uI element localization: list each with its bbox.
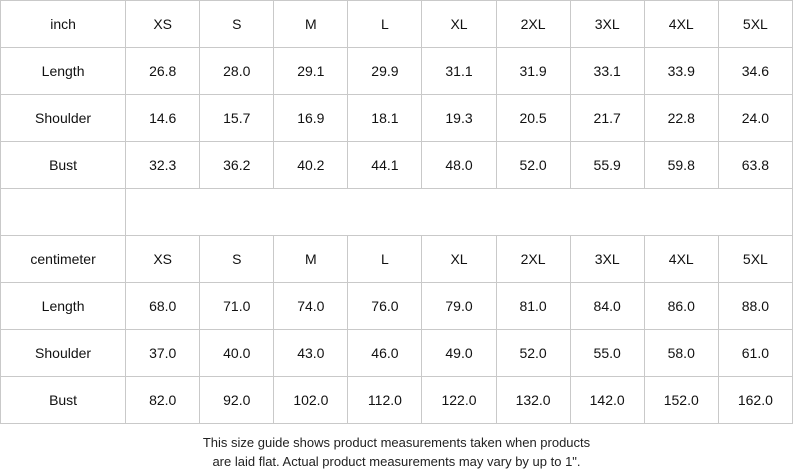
cell-bust-inch-s: 36.2 (200, 142, 274, 189)
cell-length-inch-3xl: 33.1 (570, 48, 644, 95)
cell-length-cm-5xl: 88.0 (718, 283, 792, 330)
cell-bust-cm-l: 112.0 (348, 377, 422, 424)
cell-shoulder-inch-s: 15.7 (200, 95, 274, 142)
cell-bust-inch-xl: 48.0 (422, 142, 496, 189)
row-label-length-cm: Length (1, 283, 126, 330)
column-header-m: M (274, 1, 348, 48)
column-header-cm-xl: XL (422, 236, 496, 283)
column-header-cm-4xl: 4XL (644, 236, 718, 283)
table-row (1, 48, 793, 95)
cell-bust-cm-xl: 122.0 (422, 377, 496, 424)
size-guide-footnote (0, 424, 793, 471)
unit-label-inch: inch (1, 1, 126, 48)
footnote-line-2: are laid flat. Actual product measurements may vary by up to 1". (212, 454, 581, 469)
cell-bust-cm-4xl: 152.0 (644, 377, 718, 424)
row-label-shoulder-inch: Shoulder (1, 95, 126, 142)
cell-shoulder-inch-xl: 19.3 (422, 95, 496, 142)
cell-bust-cm-2xl: 132.0 (496, 377, 570, 424)
cell-length-inch-l: 29.9 (348, 48, 422, 95)
cell-length-cm-4xl: 86.0 (644, 283, 718, 330)
column-header-xs: XS (126, 1, 200, 48)
cell-shoulder-inch-4xl: 22.8 (644, 95, 718, 142)
row-label-bust-cm: Bust (1, 377, 126, 424)
table-row (1, 377, 793, 424)
table-row (1, 283, 793, 330)
table-header-row-centimeter (1, 236, 793, 283)
cell-shoulder-inch-5xl: 24.0 (718, 95, 792, 142)
cell-length-cm-2xl: 81.0 (496, 283, 570, 330)
cell-shoulder-cm-3xl: 55.0 (570, 330, 644, 377)
cell-shoulder-cm-l: 46.0 (348, 330, 422, 377)
cell-shoulder-inch-3xl: 21.7 (570, 95, 644, 142)
cell-length-inch-m: 29.1 (274, 48, 348, 95)
column-header-cm-2xl: 2XL (496, 236, 570, 283)
cell-shoulder-cm-xs: 37.0 (126, 330, 200, 377)
cell-bust-inch-5xl: 63.8 (718, 142, 792, 189)
cell-shoulder-cm-5xl: 61.0 (718, 330, 792, 377)
cell-length-cm-s: 71.0 (200, 283, 274, 330)
cell-length-cm-3xl: 84.0 (570, 283, 644, 330)
column-header-3xl: 3XL (570, 1, 644, 48)
column-header-cm-5xl: 5XL (718, 236, 792, 283)
cell-shoulder-cm-2xl: 52.0 (496, 330, 570, 377)
cell-length-inch-4xl: 33.9 (644, 48, 718, 95)
cell-length-inch-2xl: 31.9 (496, 48, 570, 95)
unit-label-centimeter: centimeter (1, 236, 126, 283)
cell-length-inch-xs: 26.8 (126, 48, 200, 95)
cell-length-inch-s: 28.0 (200, 48, 274, 95)
column-header-xl: XL (422, 1, 496, 48)
spacer-cell (126, 189, 793, 236)
cell-bust-cm-3xl: 142.0 (570, 377, 644, 424)
table-row (1, 330, 793, 377)
cell-bust-inch-l: 44.1 (348, 142, 422, 189)
table-row (1, 142, 793, 189)
cell-bust-cm-s: 92.0 (200, 377, 274, 424)
cell-shoulder-cm-s: 40.0 (200, 330, 274, 377)
footnote-line-1: This size guide shows product measurements taken when products (202, 435, 591, 450)
cell-shoulder-inch-m: 16.9 (274, 95, 348, 142)
cell-length-cm-xl: 79.0 (422, 283, 496, 330)
cell-bust-inch-m: 40.2 (274, 142, 348, 189)
column-header-4xl: 4XL (644, 1, 718, 48)
table-header-row-inch (1, 1, 793, 48)
column-header-cm-s: S (200, 236, 274, 283)
cell-length-cm-xs: 68.0 (126, 283, 200, 330)
spacer-cell (1, 189, 126, 236)
cell-length-inch-5xl: 34.6 (718, 48, 792, 95)
table-row (1, 95, 793, 142)
cell-shoulder-cm-4xl: 58.0 (644, 330, 718, 377)
cell-bust-cm-5xl: 162.0 (718, 377, 792, 424)
cell-shoulder-cm-m: 43.0 (274, 330, 348, 377)
table-spacer-row (1, 189, 793, 236)
cell-shoulder-inch-xs: 14.6 (126, 95, 200, 142)
cell-length-cm-l: 76.0 (348, 283, 422, 330)
column-header-cm-m: M (274, 236, 348, 283)
cell-bust-inch-xs: 32.3 (126, 142, 200, 189)
column-header-cm-3xl: 3XL (570, 236, 644, 283)
cell-bust-cm-xs: 82.0 (126, 377, 200, 424)
cell-bust-cm-m: 102.0 (274, 377, 348, 424)
row-label-bust-inch: Bust (1, 142, 126, 189)
row-label-length-inch: Length (1, 48, 126, 95)
cell-shoulder-inch-l: 18.1 (348, 95, 422, 142)
cell-shoulder-inch-2xl: 20.5 (496, 95, 570, 142)
cell-length-cm-m: 74.0 (274, 283, 348, 330)
column-header-cm-l: L (348, 236, 422, 283)
cell-length-inch-xl: 31.1 (422, 48, 496, 95)
column-header-2xl: 2XL (496, 1, 570, 48)
cell-bust-inch-3xl: 55.9 (570, 142, 644, 189)
column-header-l: L (348, 1, 422, 48)
cell-shoulder-cm-xl: 49.0 (422, 330, 496, 377)
cell-bust-inch-2xl: 52.0 (496, 142, 570, 189)
column-header-cm-xs: XS (126, 236, 200, 283)
column-header-5xl: 5XL (718, 1, 792, 48)
column-header-s: S (200, 1, 274, 48)
cell-bust-inch-4xl: 59.8 (644, 142, 718, 189)
row-label-shoulder-cm: Shoulder (1, 330, 126, 377)
